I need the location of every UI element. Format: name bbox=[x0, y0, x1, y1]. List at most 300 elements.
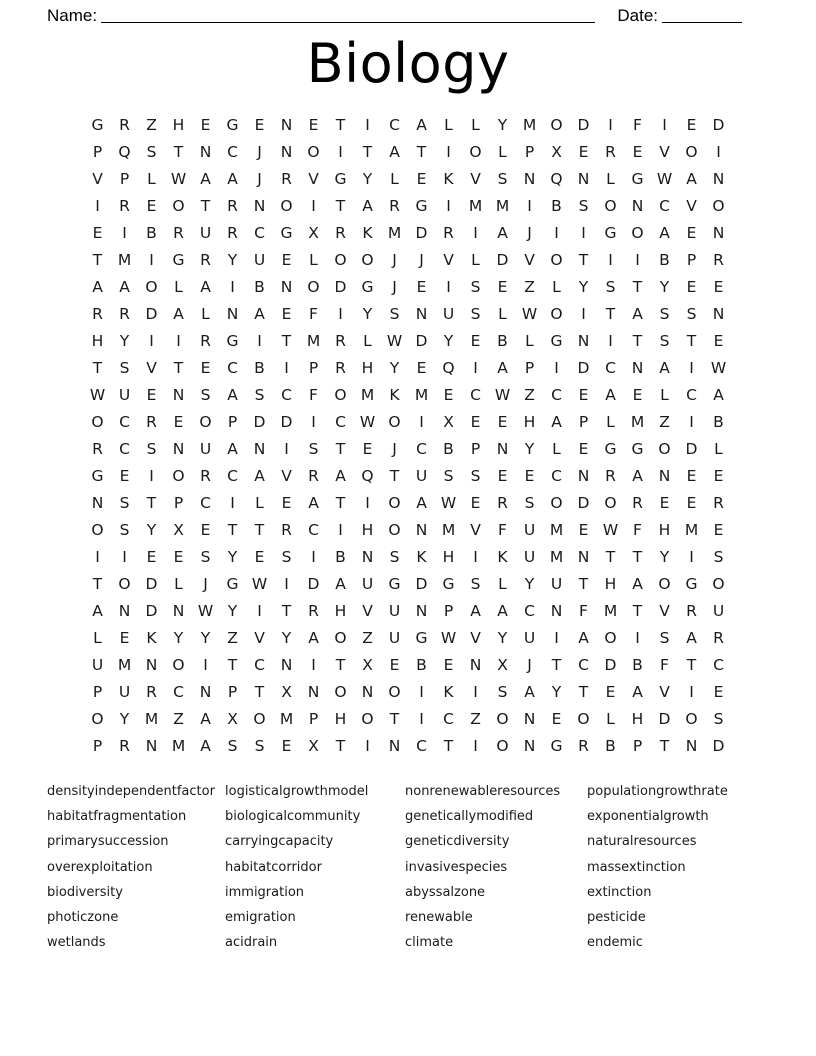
grid-cell[interactable]: I bbox=[311, 197, 316, 215]
grid-cell[interactable]: R bbox=[119, 737, 130, 755]
grid-cell[interactable]: P bbox=[119, 170, 130, 188]
word-list-item[interactable]: exponentialgrowth bbox=[587, 809, 709, 825]
grid-cell[interactable]: A bbox=[659, 359, 670, 377]
grid-cell[interactable]: Y bbox=[659, 548, 670, 566]
grid-cell[interactable]: O bbox=[604, 197, 617, 215]
grid-cell[interactable]: I bbox=[230, 494, 235, 512]
grid-cell[interactable]: S bbox=[713, 548, 724, 566]
grid-cell[interactable]: T bbox=[632, 278, 643, 296]
grid-cell[interactable]: A bbox=[200, 710, 211, 728]
grid-cell[interactable]: I bbox=[446, 197, 451, 215]
grid-cell[interactable]: D bbox=[145, 305, 158, 323]
grid-cell[interactable]: C bbox=[551, 467, 562, 485]
grid-cell[interactable]: X bbox=[551, 143, 562, 161]
grid-cell[interactable]: V bbox=[470, 521, 481, 539]
grid-cell[interactable]: R bbox=[227, 197, 238, 215]
grid-cell[interactable]: A bbox=[416, 494, 427, 512]
grid-cell[interactable]: J bbox=[392, 251, 397, 269]
grid-cell[interactable]: A bbox=[200, 170, 211, 188]
grid-cell[interactable]: A bbox=[659, 224, 670, 242]
grid-cell[interactable]: E bbox=[146, 197, 157, 215]
grid-cell[interactable]: R bbox=[605, 467, 616, 485]
grid-cell[interactable]: O bbox=[145, 278, 158, 296]
grid-cell[interactable]: L bbox=[174, 278, 183, 296]
grid-cell[interactable]: Y bbox=[227, 548, 238, 566]
grid-cell[interactable]: E bbox=[713, 683, 724, 701]
grid-cell[interactable]: A bbox=[119, 278, 130, 296]
grid-cell[interactable]: O bbox=[334, 386, 347, 404]
grid-cell[interactable]: M bbox=[387, 224, 402, 242]
grid-cell[interactable]: Q bbox=[550, 170, 563, 188]
grid-cell[interactable]: Y bbox=[578, 278, 589, 296]
grid-cell[interactable]: I bbox=[635, 251, 640, 269]
grid-cell[interactable]: X bbox=[443, 413, 454, 431]
grid-cell[interactable]: T bbox=[686, 332, 697, 350]
grid-cell[interactable]: A bbox=[713, 386, 724, 404]
grid-cell[interactable]: R bbox=[146, 683, 157, 701]
grid-cell[interactable]: E bbox=[632, 386, 643, 404]
grid-cell[interactable]: D bbox=[145, 602, 158, 620]
grid-cell[interactable]: J bbox=[419, 251, 424, 269]
grid-cell[interactable]: U bbox=[199, 440, 212, 458]
grid-cell[interactable]: L bbox=[444, 116, 453, 134]
grid-cell[interactable]: D bbox=[577, 494, 590, 512]
grid-cell[interactable]: Z bbox=[659, 413, 670, 431]
grid-cell[interactable]: A bbox=[686, 170, 697, 188]
word-list-item[interactable]: biologicalcommunity bbox=[225, 809, 361, 825]
grid-cell[interactable]: Z bbox=[362, 629, 373, 647]
grid-cell[interactable]: B bbox=[335, 548, 346, 566]
grid-cell[interactable]: N bbox=[172, 440, 185, 458]
grid-cell[interactable]: F bbox=[660, 656, 669, 674]
grid-cell[interactable]: Y bbox=[389, 359, 400, 377]
grid-cell[interactable]: I bbox=[365, 494, 370, 512]
grid-cell[interactable]: Y bbox=[362, 170, 373, 188]
grid-cell[interactable]: E bbox=[551, 710, 562, 728]
grid-cell[interactable]: E bbox=[308, 116, 319, 134]
word-list-item[interactable]: logisticalgrowthmodel bbox=[225, 784, 369, 799]
grid-cell[interactable]: N bbox=[550, 602, 563, 620]
grid-cell[interactable]: Z bbox=[227, 629, 238, 647]
grid-cell[interactable]: R bbox=[497, 494, 508, 512]
grid-cell[interactable]: I bbox=[149, 467, 154, 485]
grid-cell[interactable]: I bbox=[338, 521, 343, 539]
grid-cell[interactable]: T bbox=[335, 440, 346, 458]
grid-cell[interactable]: F bbox=[309, 305, 318, 323]
grid-cell[interactable]: I bbox=[95, 197, 100, 215]
grid-cell[interactable]: J bbox=[527, 656, 532, 674]
grid-cell[interactable]: E bbox=[659, 494, 670, 512]
grid-cell[interactable]: R bbox=[92, 440, 103, 458]
grid-cell[interactable]: N bbox=[361, 548, 374, 566]
grid-cell[interactable]: R bbox=[578, 737, 589, 755]
grid-cell[interactable]: P bbox=[227, 413, 238, 431]
grid-cell[interactable]: U bbox=[388, 629, 401, 647]
grid-cell[interactable]: S bbox=[605, 278, 616, 296]
grid-cell[interactable]: I bbox=[554, 224, 559, 242]
grid-cell[interactable]: P bbox=[578, 413, 589, 431]
grid-cell[interactable]: T bbox=[686, 656, 697, 674]
grid-cell[interactable]: A bbox=[632, 683, 643, 701]
grid-cell[interactable]: M bbox=[360, 386, 375, 404]
grid-cell[interactable]: C bbox=[470, 386, 481, 404]
grid-cell[interactable]: S bbox=[146, 143, 157, 161]
grid-cell[interactable]: W bbox=[710, 359, 727, 377]
grid-cell[interactable]: U bbox=[523, 548, 536, 566]
grid-cell[interactable]: L bbox=[255, 494, 264, 512]
grid-cell[interactable]: S bbox=[497, 170, 508, 188]
grid-cell[interactable]: A bbox=[254, 305, 265, 323]
grid-cell[interactable]: R bbox=[632, 494, 643, 512]
grid-cell[interactable]: C bbox=[281, 386, 292, 404]
grid-cell[interactable]: U bbox=[199, 224, 212, 242]
grid-cell[interactable]: S bbox=[659, 305, 670, 323]
grid-cell[interactable]: O bbox=[334, 629, 347, 647]
word-list-item[interactable]: densityindependentfactor bbox=[47, 784, 215, 799]
grid-cell[interactable]: W bbox=[170, 170, 187, 188]
grid-cell[interactable]: S bbox=[497, 683, 508, 701]
grid-cell[interactable]: N bbox=[199, 683, 212, 701]
grid-cell[interactable]: L bbox=[552, 440, 561, 458]
grid-cell[interactable]: S bbox=[470, 305, 481, 323]
grid-cell[interactable]: N bbox=[280, 278, 293, 296]
grid-cell[interactable]: D bbox=[307, 575, 320, 593]
grid-cell[interactable]: I bbox=[554, 359, 559, 377]
grid-cell[interactable]: I bbox=[689, 548, 694, 566]
grid-cell[interactable]: I bbox=[230, 278, 235, 296]
grid-cell[interactable]: F bbox=[633, 116, 642, 134]
grid-cell[interactable]: E bbox=[632, 143, 643, 161]
word-list-item[interactable]: endemic bbox=[587, 935, 643, 951]
word-list-item[interactable]: primarysuccession bbox=[47, 834, 169, 850]
word-list-item[interactable]: photiczone bbox=[47, 909, 119, 925]
grid-cell[interactable]: V bbox=[281, 467, 292, 485]
grid-cell[interactable]: U bbox=[712, 602, 725, 620]
grid-cell[interactable]: V bbox=[443, 251, 454, 269]
grid-cell[interactable]: Y bbox=[200, 629, 211, 647]
grid-cell[interactable]: O bbox=[172, 197, 185, 215]
grid-cell[interactable]: A bbox=[200, 737, 211, 755]
grid-cell[interactable]: N bbox=[145, 656, 158, 674]
grid-cell[interactable]: C bbox=[200, 494, 211, 512]
grid-cell[interactable]: L bbox=[471, 116, 480, 134]
grid-cell[interactable]: J bbox=[527, 224, 532, 242]
grid-cell[interactable]: H bbox=[334, 710, 347, 728]
grid-cell[interactable]: T bbox=[335, 494, 346, 512]
grid-cell[interactable]: A bbox=[497, 602, 508, 620]
word-list-item[interactable]: acidrain bbox=[225, 935, 278, 951]
grid-cell[interactable]: C bbox=[416, 440, 427, 458]
grid-cell[interactable]: V bbox=[659, 683, 670, 701]
grid-cell[interactable]: T bbox=[200, 197, 211, 215]
grid-cell[interactable]: M bbox=[441, 521, 456, 539]
grid-cell[interactable]: I bbox=[419, 710, 424, 728]
grid-cell[interactable]: O bbox=[91, 521, 104, 539]
grid-cell[interactable]: A bbox=[200, 278, 211, 296]
grid-cell[interactable]: T bbox=[92, 359, 103, 377]
grid-cell[interactable]: T bbox=[335, 737, 346, 755]
grid-cell[interactable]: Y bbox=[659, 278, 670, 296]
grid-cell[interactable]: U bbox=[118, 386, 131, 404]
grid-cell[interactable]: N bbox=[523, 737, 536, 755]
grid-cell[interactable]: N bbox=[361, 683, 374, 701]
grid-cell[interactable]: X bbox=[173, 521, 184, 539]
grid-cell[interactable]: L bbox=[93, 629, 102, 647]
grid-cell[interactable]: I bbox=[122, 224, 127, 242]
grid-cell[interactable]: E bbox=[578, 440, 589, 458]
grid-cell[interactable]: X bbox=[308, 224, 319, 242]
grid-cell[interactable]: T bbox=[578, 575, 589, 593]
grid-cell[interactable]: N bbox=[469, 656, 482, 674]
grid-cell[interactable]: N bbox=[712, 305, 725, 323]
grid-cell[interactable]: E bbox=[524, 467, 535, 485]
grid-cell[interactable]: J bbox=[257, 143, 262, 161]
grid-cell[interactable]: Q bbox=[118, 143, 131, 161]
grid-cell[interactable]: I bbox=[473, 737, 478, 755]
grid-cell[interactable]: O bbox=[496, 710, 509, 728]
grid-cell[interactable]: E bbox=[200, 359, 211, 377]
grid-cell[interactable]: T bbox=[578, 251, 589, 269]
grid-cell[interactable]: E bbox=[578, 386, 589, 404]
word-list-item[interactable]: pesticide bbox=[587, 909, 646, 925]
grid-cell[interactable]: V bbox=[92, 170, 103, 188]
grid-cell[interactable]: I bbox=[689, 359, 694, 377]
grid-cell[interactable]: I bbox=[689, 413, 694, 431]
grid-cell[interactable]: A bbox=[605, 386, 616, 404]
grid-cell[interactable]: L bbox=[498, 575, 507, 593]
grid-cell[interactable]: M bbox=[549, 521, 564, 539]
grid-cell[interactable]: I bbox=[473, 548, 478, 566]
grid-cell[interactable]: M bbox=[549, 548, 564, 566]
grid-cell[interactable]: O bbox=[469, 143, 482, 161]
grid-cell[interactable]: N bbox=[577, 170, 590, 188]
grid-cell[interactable]: E bbox=[281, 251, 292, 269]
grid-cell[interactable]: O bbox=[253, 710, 266, 728]
grid-cell[interactable]: A bbox=[578, 629, 589, 647]
grid-cell[interactable]: A bbox=[686, 629, 697, 647]
grid-cell[interactable]: N bbox=[253, 197, 266, 215]
grid-cell[interactable]: I bbox=[662, 116, 667, 134]
grid-cell[interactable]: W bbox=[359, 413, 376, 431]
grid-cell[interactable]: S bbox=[119, 521, 130, 539]
grid-cell[interactable]: C bbox=[119, 413, 130, 431]
grid-cell[interactable]: Y bbox=[146, 521, 157, 539]
grid-cell[interactable]: N bbox=[577, 548, 590, 566]
grid-cell[interactable]: B bbox=[497, 332, 508, 350]
grid-cell[interactable]: L bbox=[606, 413, 615, 431]
grid-cell[interactable]: O bbox=[685, 143, 698, 161]
grid-cell[interactable]: N bbox=[199, 143, 212, 161]
grid-cell[interactable]: O bbox=[361, 710, 374, 728]
word-list-item[interactable]: populationgrowthrate bbox=[587, 784, 728, 799]
grid-cell[interactable]: I bbox=[365, 737, 370, 755]
grid-cell[interactable]: O bbox=[172, 467, 185, 485]
grid-cell[interactable]: I bbox=[608, 332, 613, 350]
grid-cell[interactable]: L bbox=[363, 332, 372, 350]
grid-cell[interactable]: A bbox=[362, 197, 373, 215]
grid-cell[interactable]: C bbox=[335, 413, 346, 431]
grid-cell[interactable]: T bbox=[92, 251, 103, 269]
grid-cell[interactable]: P bbox=[686, 251, 697, 269]
grid-cell[interactable]: W bbox=[521, 305, 538, 323]
grid-cell[interactable]: I bbox=[608, 251, 613, 269]
grid-cell[interactable]: I bbox=[581, 224, 586, 242]
grid-cell[interactable]: R bbox=[335, 332, 346, 350]
grid-cell[interactable]: S bbox=[578, 197, 589, 215]
grid-cell[interactable]: A bbox=[632, 305, 643, 323]
grid-cell[interactable]: R bbox=[146, 413, 157, 431]
grid-cell[interactable]: P bbox=[308, 710, 319, 728]
grid-cell[interactable]: W bbox=[440, 494, 457, 512]
grid-cell[interactable]: Y bbox=[227, 602, 238, 620]
grid-cell[interactable]: E bbox=[92, 224, 103, 242]
grid-cell[interactable]: I bbox=[446, 143, 451, 161]
grid-cell[interactable]: T bbox=[254, 683, 265, 701]
grid-cell[interactable]: U bbox=[442, 305, 455, 323]
grid-cell[interactable]: R bbox=[119, 116, 130, 134]
grid-cell[interactable]: P bbox=[632, 737, 643, 755]
grid-cell[interactable]: R bbox=[335, 224, 346, 242]
grid-cell[interactable]: P bbox=[227, 683, 238, 701]
grid-cell[interactable]: B bbox=[254, 278, 265, 296]
grid-cell[interactable]: N bbox=[523, 710, 536, 728]
grid-cell[interactable]: V bbox=[659, 602, 670, 620]
grid-cell[interactable]: S bbox=[281, 548, 292, 566]
grid-cell[interactable]: R bbox=[713, 629, 724, 647]
grid-cell[interactable]: X bbox=[227, 710, 238, 728]
grid-cell[interactable]: L bbox=[498, 143, 507, 161]
grid-cell[interactable]: T bbox=[443, 737, 454, 755]
grid-cell[interactable]: P bbox=[92, 683, 103, 701]
grid-cell[interactable]: O bbox=[388, 521, 401, 539]
grid-cell[interactable]: M bbox=[684, 521, 699, 539]
grid-cell[interactable]: L bbox=[471, 251, 480, 269]
grid-cell[interactable]: E bbox=[497, 467, 508, 485]
grid-cell[interactable]: A bbox=[632, 467, 643, 485]
grid-cell[interactable]: K bbox=[146, 629, 157, 647]
grid-cell[interactable]: K bbox=[389, 386, 400, 404]
grid-cell[interactable]: E bbox=[416, 278, 427, 296]
grid-cell[interactable]: K bbox=[416, 548, 427, 566]
grid-cell[interactable]: H bbox=[604, 575, 617, 593]
name-write-in-line[interactable] bbox=[101, 8, 595, 23]
grid-cell[interactable]: H bbox=[442, 548, 455, 566]
grid-cell[interactable]: K bbox=[362, 224, 373, 242]
grid-cell[interactable]: A bbox=[416, 116, 427, 134]
grid-cell[interactable]: H bbox=[631, 710, 644, 728]
grid-cell[interactable]: R bbox=[308, 467, 319, 485]
grid-cell[interactable]: I bbox=[716, 143, 721, 161]
grid-cell[interactable]: E bbox=[443, 656, 454, 674]
grid-cell[interactable]: E bbox=[713, 332, 724, 350]
grid-cell[interactable]: G bbox=[280, 224, 293, 242]
grid-cell[interactable]: T bbox=[551, 656, 562, 674]
grid-cell[interactable]: Y bbox=[497, 116, 508, 134]
grid-cell[interactable]: W bbox=[440, 629, 457, 647]
grid-cell[interactable]: S bbox=[254, 737, 265, 755]
grid-cell[interactable]: E bbox=[686, 116, 697, 134]
grid-cell[interactable]: Y bbox=[227, 251, 238, 269]
grid-cell[interactable]: S bbox=[659, 629, 670, 647]
grid-cell[interactable]: L bbox=[309, 251, 318, 269]
grid-cell[interactable]: W bbox=[494, 386, 511, 404]
grid-cell[interactable]: B bbox=[659, 251, 670, 269]
grid-cell[interactable]: Q bbox=[442, 359, 455, 377]
grid-cell[interactable]: I bbox=[311, 656, 316, 674]
grid-cell[interactable]: X bbox=[308, 737, 319, 755]
grid-cell[interactable]: K bbox=[497, 548, 508, 566]
grid-cell[interactable]: T bbox=[254, 521, 265, 539]
grid-cell[interactable]: N bbox=[712, 170, 725, 188]
grid-cell[interactable]: D bbox=[280, 413, 293, 431]
grid-cell[interactable]: C bbox=[605, 359, 616, 377]
grid-cell[interactable]: I bbox=[122, 548, 127, 566]
grid-cell[interactable]: A bbox=[308, 629, 319, 647]
grid-cell[interactable]: T bbox=[632, 332, 643, 350]
grid-cell[interactable]: C bbox=[227, 359, 238, 377]
grid-cell[interactable]: N bbox=[226, 305, 239, 323]
grid-cell[interactable]: A bbox=[254, 467, 265, 485]
grid-cell[interactable]: Y bbox=[551, 683, 562, 701]
grid-cell[interactable]: Q bbox=[361, 467, 374, 485]
grid-cell[interactable]: O bbox=[334, 251, 347, 269]
grid-cell[interactable]: I bbox=[527, 197, 532, 215]
grid-cell[interactable]: S bbox=[146, 440, 157, 458]
grid-cell[interactable]: R bbox=[605, 143, 616, 161]
grid-cell[interactable]: C bbox=[443, 710, 454, 728]
grid-cell[interactable]: O bbox=[91, 710, 104, 728]
grid-cell[interactable]: L bbox=[714, 440, 723, 458]
grid-cell[interactable]: I bbox=[95, 548, 100, 566]
grid-cell[interactable]: C bbox=[119, 440, 130, 458]
grid-cell[interactable]: C bbox=[416, 737, 427, 755]
word-list-item[interactable]: nonrenewableresources bbox=[405, 784, 561, 799]
grid-cell[interactable]: R bbox=[713, 494, 724, 512]
grid-cell[interactable]: K bbox=[443, 683, 454, 701]
grid-cell[interactable]: R bbox=[281, 521, 292, 539]
grid-cell[interactable]: E bbox=[119, 467, 130, 485]
grid-cell[interactable]: V bbox=[470, 629, 481, 647]
word-list-item[interactable]: immigration bbox=[225, 884, 305, 900]
grid-cell[interactable]: G bbox=[226, 575, 239, 593]
grid-cell[interactable]: A bbox=[308, 494, 319, 512]
grid-cell[interactable]: L bbox=[390, 170, 399, 188]
grid-cell[interactable]: L bbox=[525, 332, 534, 350]
grid-cell[interactable]: N bbox=[577, 467, 590, 485]
grid-cell[interactable]: A bbox=[173, 305, 184, 323]
grid-cell[interactable]: S bbox=[470, 575, 481, 593]
grid-cell[interactable]: I bbox=[284, 575, 289, 593]
grid-cell[interactable]: R bbox=[713, 251, 724, 269]
grid-cell[interactable]: X bbox=[281, 683, 292, 701]
grid-cell[interactable]: S bbox=[524, 494, 535, 512]
grid-cell[interactable]: G bbox=[604, 224, 617, 242]
grid-cell[interactable]: C bbox=[524, 602, 535, 620]
grid-cell[interactable]: Y bbox=[524, 575, 535, 593]
grid-cell[interactable]: N bbox=[631, 359, 644, 377]
grid-cell[interactable]: R bbox=[335, 359, 346, 377]
grid-cell[interactable]: I bbox=[338, 143, 343, 161]
grid-cell[interactable]: O bbox=[280, 197, 293, 215]
grid-cell[interactable]: O bbox=[712, 197, 725, 215]
grid-cell[interactable]: T bbox=[416, 143, 427, 161]
grid-cell[interactable]: C bbox=[254, 224, 265, 242]
grid-cell[interactable]: N bbox=[172, 602, 185, 620]
grid-cell[interactable]: E bbox=[119, 629, 130, 647]
grid-cell[interactable]: D bbox=[253, 413, 266, 431]
grid-cell[interactable]: M bbox=[117, 656, 132, 674]
grid-cell[interactable]: I bbox=[554, 629, 559, 647]
